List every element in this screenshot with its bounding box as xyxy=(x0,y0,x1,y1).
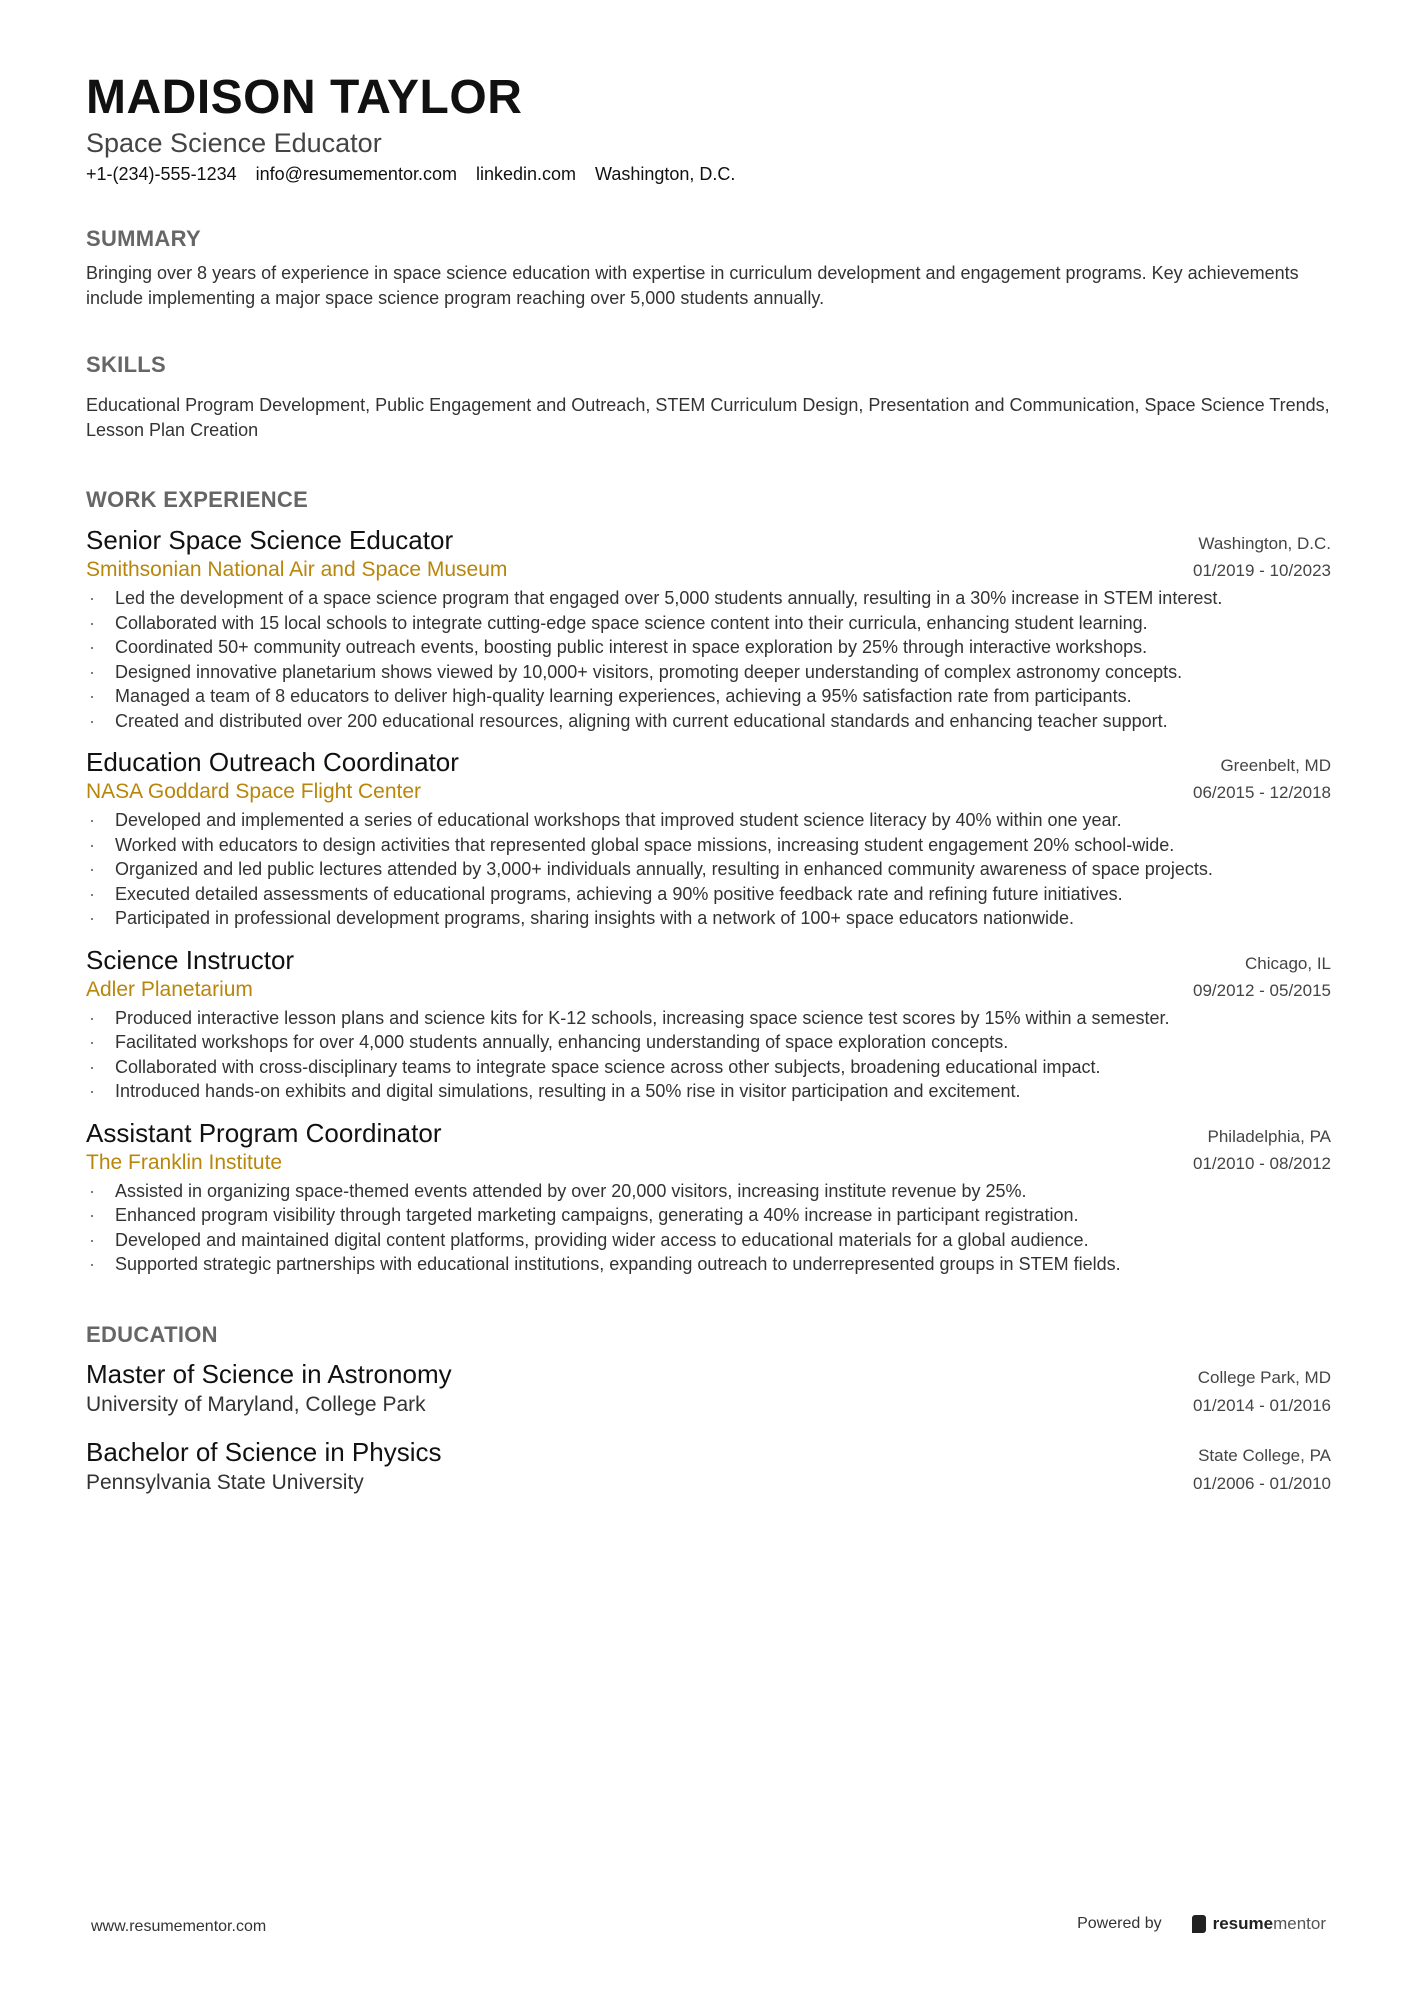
job-company: Adler Planetarium xyxy=(86,977,253,1001)
education-dates: 01/2006 - 01/2010 xyxy=(1192,1473,1331,1493)
job-bullet: · Participated in professional development programs, sharing insights with a network of 100+ space educators nationwide. xyxy=(86,906,1331,931)
education-degree: Bachelor of Science in Physics xyxy=(86,1436,442,1467)
job-dates: 01/2010 - 08/2012 xyxy=(1192,1153,1331,1173)
job-entry xyxy=(86,524,1331,733)
job-bullet: · Facilitated workshops for over 4,000 students annually, enhancing understanding of space exploration concepts. xyxy=(86,1030,1331,1055)
job-bullet: · Developed and implemented a series of educational workshops that improved student science literacy by 40% within one year. xyxy=(86,808,1331,833)
job-company: The Franklin Institute xyxy=(86,1150,283,1174)
logo-text-bold: resume xyxy=(1212,1914,1274,1933)
job-bullets xyxy=(86,808,1331,931)
contact-linkedin: linkedin.com xyxy=(475,164,577,184)
job-location: Washington, D.C. xyxy=(1198,534,1331,553)
job-bullet: · Produced interactive lesson plans and science kits for K-12 schools, increasing space science test scores by 15% within a semester. xyxy=(86,1006,1331,1031)
resumementor-logo-icon xyxy=(1192,1915,1206,1933)
job-bullet: · Supported strategic partnerships with educational institutions, expanding outreach to underrepresented groups in STEM fields. xyxy=(86,1252,1331,1277)
contact-location: Washington, D.C. xyxy=(595,164,736,184)
education-school: University of Maryland, College Park xyxy=(86,1392,426,1416)
contact-phone: +1-(234)-555-1234 xyxy=(86,164,237,184)
job-dates: 06/2015 - 12/2018 xyxy=(1192,783,1331,802)
job-location: Chicago, IL xyxy=(1245,953,1331,973)
job-dates: 09/2012 - 05/2015 xyxy=(1192,980,1331,1000)
job-bullets xyxy=(86,1006,1331,1104)
footer-branding xyxy=(1077,1914,1326,1934)
job-title: Science Instructor xyxy=(86,944,295,975)
skills-text: Educational Program Development, Public Engagement and Outreach, STEM Curriculum Design, Presentation and Communication, Space Science Trends, Lesson Plan Creation xyxy=(86,395,1330,440)
summary-text: Bringing over 8 years of experience in space science education with expertise in curriculum development and engagement programs. Key achievements include implementing a major space science program reaching over 5,000 students annually. xyxy=(86,263,1299,308)
job-bullet: · Collaborated with cross-disciplinary teams to integrate space science across other subjects, broadening educational impact. xyxy=(86,1055,1331,1080)
resumementor-logo-text xyxy=(1213,1914,1326,1934)
summary-heading: SUMMARY xyxy=(86,226,201,251)
job-bullet: · Executed detailed assessments of educational programs, achieving a 90% positive feedback rate and refining future initiatives. xyxy=(86,882,1331,907)
footer-website[interactable]: www.resumementor.com xyxy=(91,1918,267,1935)
job-entry xyxy=(86,1117,1331,1277)
candidate-name: MADISON TAYLOR xyxy=(86,71,523,124)
job-entry xyxy=(86,944,1331,1104)
job-bullet: · Assisted in organizing space-themed events attended by over 20,000 visitors, increasing institute revenue by 25%. xyxy=(86,1179,1331,1204)
job-bullet: · Managed a team of 8 educators to deliver high-quality learning experiences, achieving a 95% satisfaction rate from participants. xyxy=(86,684,1331,709)
job-bullets xyxy=(86,586,1331,733)
education-entry xyxy=(86,1358,1331,1419)
job-bullet: · Led the development of a space science program that engaged over 5,000 students annually, resulting in a 30% increase in STEM interest. xyxy=(86,586,1331,611)
job-company: Smithsonian National Air and Space Museum xyxy=(86,558,508,581)
education-location: State College, PA xyxy=(1198,1445,1331,1465)
job-bullet: · Enhanced program visibility through targeted marketing campaigns, generating a 40% increase in participant registration. xyxy=(86,1203,1331,1228)
skills-heading: SKILLS xyxy=(86,352,167,377)
job-title: Education Outreach Coordinator xyxy=(86,747,459,777)
job-company: NASA Goddard Space Flight Center xyxy=(86,780,422,803)
candidate-title: Space Science Educator xyxy=(86,128,382,158)
education-dates: 01/2014 - 01/2016 xyxy=(1192,1395,1331,1415)
job-dates: 01/2019 - 10/2023 xyxy=(1192,561,1331,580)
contact-line xyxy=(86,161,1331,187)
job-location: Greenbelt, MD xyxy=(1220,756,1331,775)
education-degree: Master of Science in Astronomy xyxy=(86,1358,452,1389)
education-location: College Park, MD xyxy=(1197,1367,1331,1387)
job-bullet: · Coordinated 50+ community outreach events, boosting public interest in space exploration by 25% through interactive workshops. xyxy=(86,635,1331,660)
job-bullet: · Developed and maintained digital content platforms, providing wider access to educational materials for a global audience. xyxy=(86,1228,1331,1253)
resume-page xyxy=(86,70,1331,1497)
job-location: Philadelphia, PA xyxy=(1207,1126,1331,1146)
powered-by-label: Powered by xyxy=(1077,1915,1162,1932)
job-bullet: · Organized and led public lectures attended by 3,000+ individuals annually, resulting in enhanced community awareness of space projects. xyxy=(86,857,1331,882)
job-bullet: · Designed innovative planetarium shows viewed by 10,000+ visitors, promoting deeper understanding of complex astronomy concepts. xyxy=(86,660,1331,685)
job-entry xyxy=(86,746,1331,931)
education-entry xyxy=(86,1436,1331,1497)
job-bullet: · Collaborated with 15 local schools to integrate cutting-edge space science content into their curricula, enhancing student learning. xyxy=(86,611,1331,636)
job-title: Assistant Program Coordinator xyxy=(86,1117,442,1148)
education-heading: EDUCATION xyxy=(86,1321,218,1347)
job-title: Senior Space Science Educator xyxy=(86,525,454,555)
logo-text-light: mentor xyxy=(1273,1914,1326,1933)
contact-email: info@resumementor.com xyxy=(255,164,457,184)
job-bullet: · Introduced hands-on exhibits and digital simulations, resulting in a 50% rise in visitor participation and excitement. xyxy=(86,1079,1331,1104)
education-school: Pennsylvania State University xyxy=(86,1470,364,1494)
job-bullet: · Worked with educators to design activities that represented global space missions, increasing student engagement 20% school-wide. xyxy=(86,833,1331,858)
work-experience-heading: WORK EXPERIENCE xyxy=(86,487,309,512)
job-bullets xyxy=(86,1179,1331,1277)
job-bullet: · Created and distributed over 200 educational resources, aligning with current educational standards and enhancing teacher support. xyxy=(86,709,1331,734)
